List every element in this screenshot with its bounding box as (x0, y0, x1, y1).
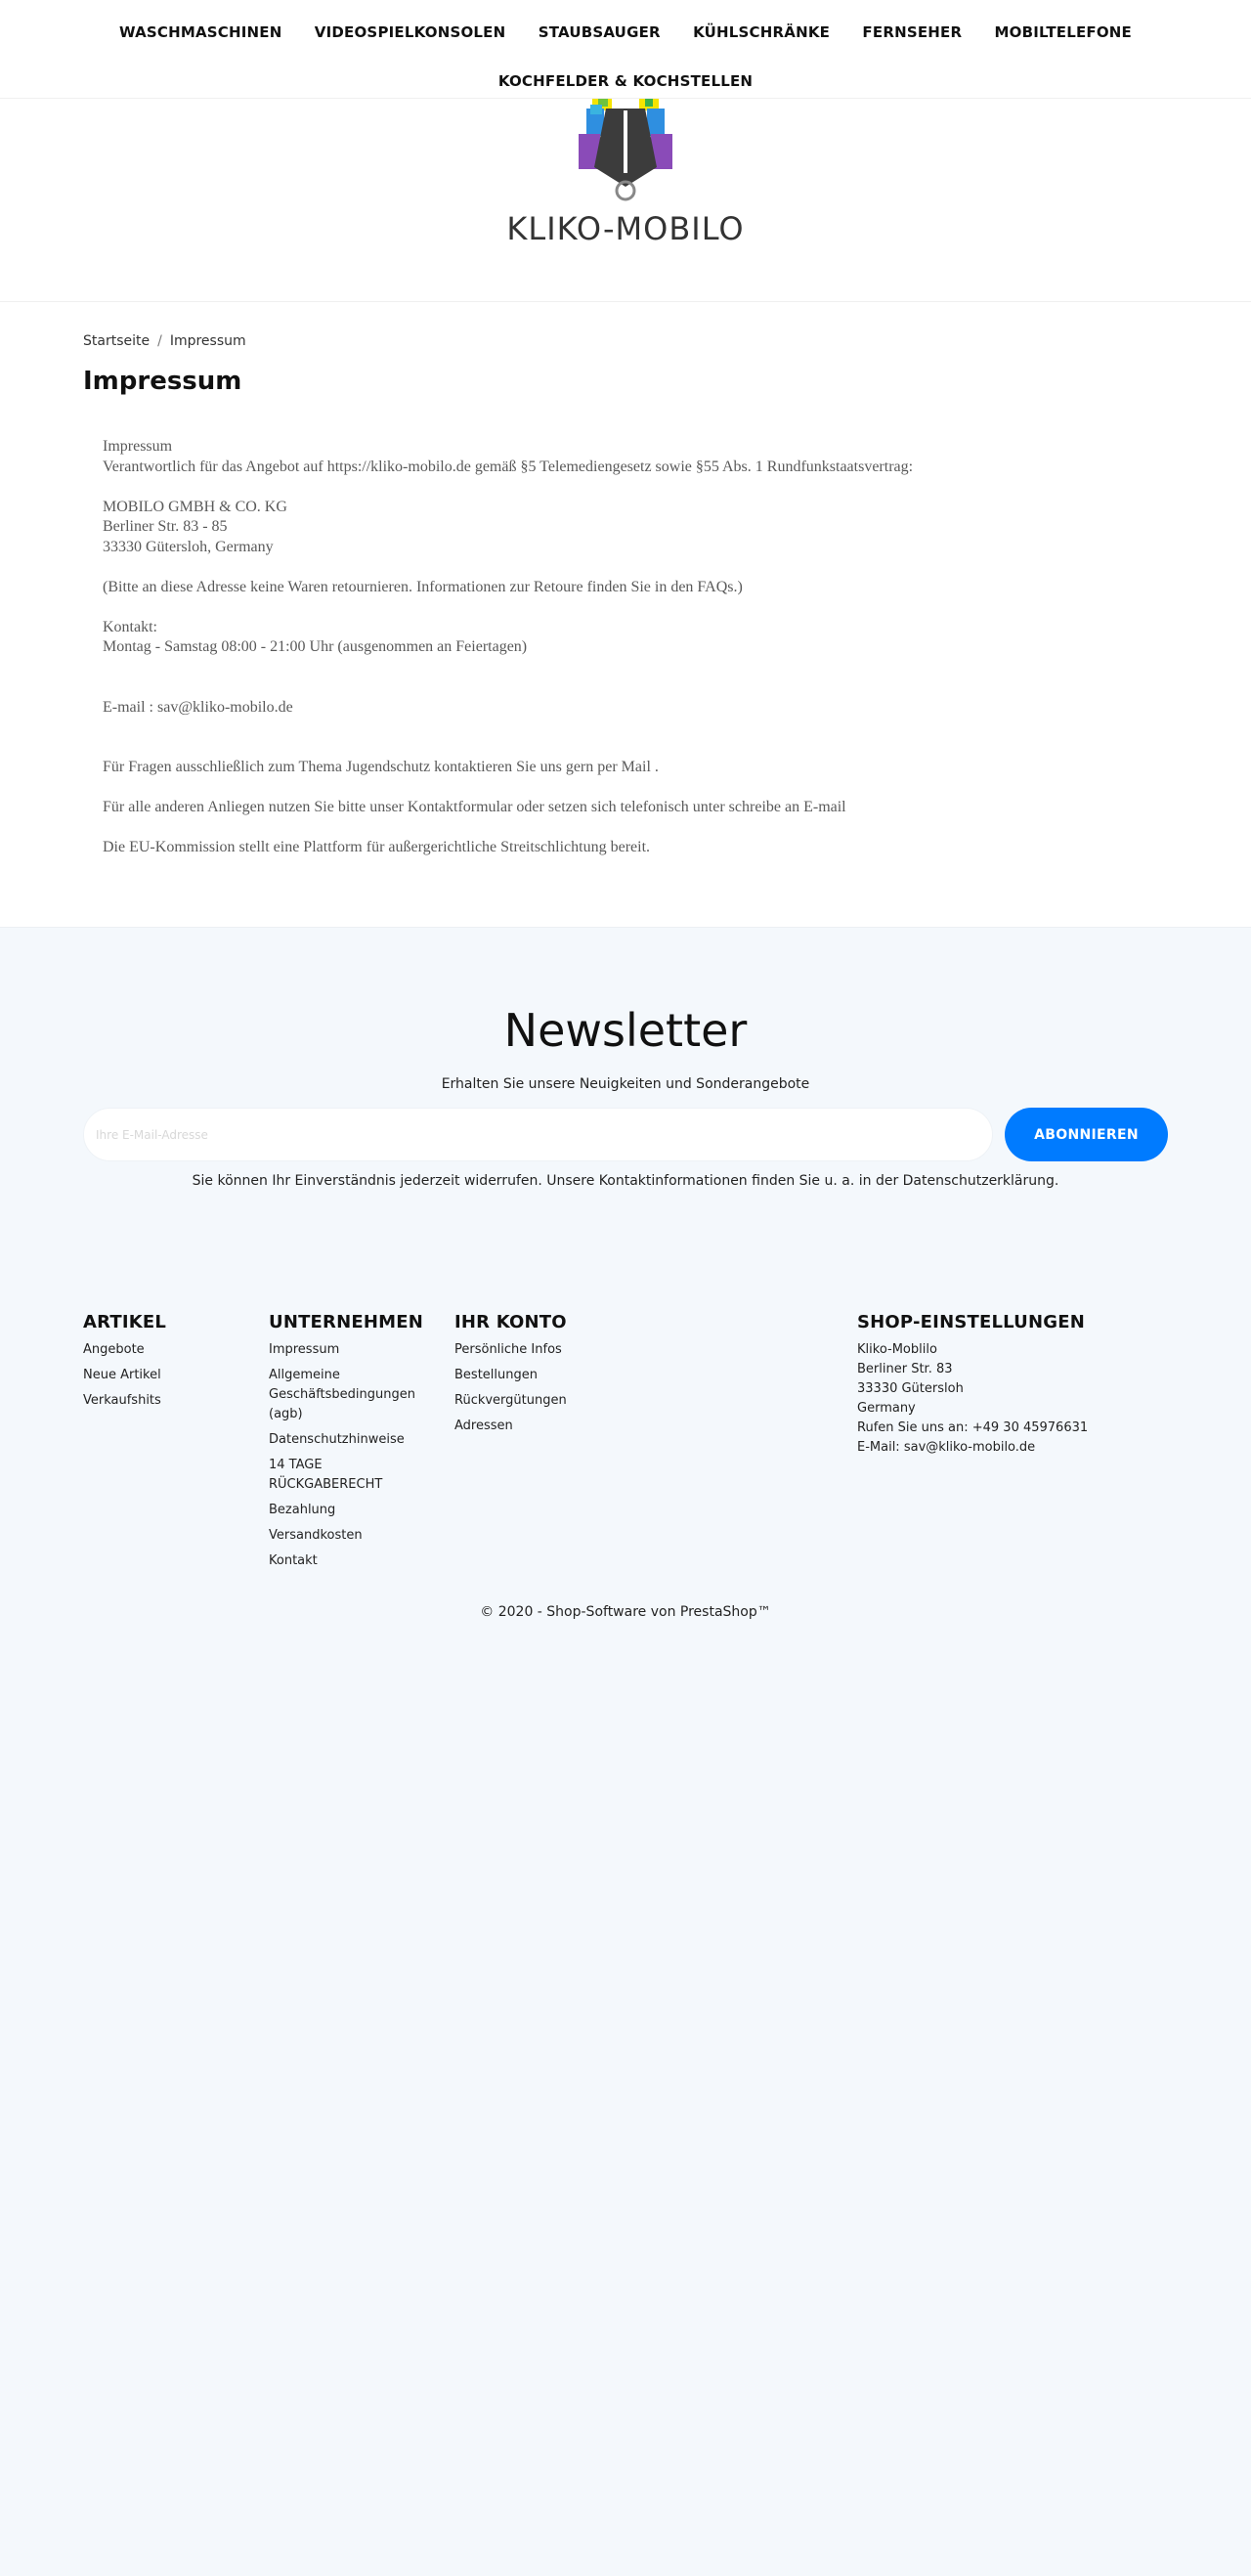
logo-text: KLIKO-MOBILO (506, 210, 745, 247)
footer-link-adressen[interactable]: Adressen (454, 1419, 513, 1433)
breadcrumb-separator: / (157, 333, 162, 349)
footer-link-kontakt[interactable]: Kontakt (269, 1553, 318, 1568)
footer-col-konto (454, 1312, 857, 1577)
newsletter-email-input[interactable] (83, 1108, 993, 1161)
newsletter-section (0, 928, 1251, 2576)
footer-link-agb[interactable]: Allgemeine Geschäftsbedingungen (agb) (269, 1368, 415, 1421)
breadcrumb-current: Impressum (169, 333, 246, 349)
shop-info (857, 1340, 1150, 1458)
shop-street: Berliner Str. 83 (857, 1362, 953, 1376)
nav-item-kuehlschraenke[interactable]: KÜHLSCHRÄNKE (693, 23, 831, 41)
newsletter-title: Newsletter (503, 1004, 748, 1057)
top-navigation (0, 0, 1251, 99)
footer-link-rueckgaberecht[interactable]: 14 TAGE RÜCKGABERECHT (269, 1458, 383, 1492)
footer-link-angebote[interactable]: Angebote (83, 1342, 145, 1357)
company-name: MOBILO GMBH & CO. KG (103, 498, 287, 515)
other-requests-text: Für alle anderen Anliegen nutzen Sie bitte unser Kontaktformular oder setzen sich telefonisch unter schreibe an E-mail (103, 799, 846, 815)
shop-city: 33330 Gütersloh (857, 1381, 964, 1396)
breadcrumb-home[interactable]: Startseite (83, 333, 151, 349)
footer-link-datenschutz[interactable]: Datenschutzhinweise (269, 1432, 405, 1447)
logo-area (0, 99, 1251, 302)
footer-link-persoenliche-infos[interactable]: Persönliche Infos (454, 1342, 562, 1357)
subscribe-button[interactable]: ABONNIEREN (1005, 1108, 1168, 1161)
footer-link-verkaufshits[interactable]: Verkaufshits (83, 1393, 161, 1408)
footer-konto-title: IHR KONTO (454, 1312, 567, 1332)
impressum-content (83, 437, 1168, 858)
footer-shop-title: SHOP-EINSTELLUNGEN (857, 1312, 1085, 1332)
footer (83, 1312, 1168, 1577)
footer-link-impressum[interactable]: Impressum (269, 1342, 340, 1357)
footer-link-bezahlung[interactable]: Bezahlung (269, 1503, 336, 1517)
footer-link-rueckverguetungen[interactable]: Rückvergütungen (454, 1393, 567, 1408)
youth-protection-text: Für Fragen ausschließlich zum Thema Jugendschutz kontaktieren Sie uns gern per Mail . (103, 759, 659, 775)
content-responsible: Verantwortlich für das Angebot auf https://kliko-mobilo.de gemäß §5 Telemediengesetz sowie §55 Abs. 1 Rundfunkstaatsvertrag: (103, 458, 914, 475)
contact-email: E-mail : sav@kliko-mobilo.de (103, 698, 293, 716)
nav-item-waschmaschinen[interactable]: WASCHMASCHINEN (119, 23, 282, 41)
company-street: Berliner Str. 83 - 85 (103, 518, 228, 535)
breadcrumb (83, 333, 1168, 349)
footer-col-artikel (83, 1312, 269, 1577)
return-note: (Bitte an diese Adresse keine Waren retournieren. Informationen zur Retoure finden Sie in den FAQs.) (103, 578, 743, 595)
nav-item-videospielkonsolen[interactable]: VIDEOSPIELKONSOLEN (314, 23, 506, 41)
footer-unternehmen-title: UNTERNEHMEN (269, 1312, 424, 1332)
copyright[interactable]: © 2020 - Shop-Software von PrestaShop™ (480, 1604, 771, 1620)
newsletter-form (83, 1108, 1168, 1161)
nav-item-mobiltelefone[interactable]: MOBILTELEFONE (994, 23, 1132, 41)
page-title: Impressum (83, 367, 242, 396)
nav-row-1 (0, 8, 1251, 57)
footer-artikel-title: ARTIKEL (83, 1312, 167, 1332)
shop-logo[interactable] (506, 99, 744, 247)
shop-name: Kliko-Moblilo (857, 1342, 937, 1357)
shop-country: Germany (857, 1401, 916, 1416)
shop-email[interactable]: E-Mail: sav@kliko-mobilo.de (857, 1440, 1036, 1455)
eu-dispute-text: Die EU-Kommission stellt eine Plattform für außergerichtliche Streitschlichtung bereit. (103, 839, 651, 855)
contact-hours: Montag - Samstag 08:00 - 21:00 Uhr (ausgenommen an Feiertagen) (103, 638, 528, 655)
nav-item-staubsauger[interactable]: STAUBSAUGER (538, 23, 661, 41)
footer-link-bestellungen[interactable]: Bestellungen (454, 1368, 538, 1382)
footer-link-neue-artikel[interactable]: Neue Artikel (83, 1368, 161, 1382)
nav-item-kochfelder[interactable]: KOCHFELDER & KOCHSTELLEN (497, 72, 754, 90)
newsletter-subtitle: Erhalten Sie unsere Neuigkeiten und Sonderangebote (441, 1076, 810, 1092)
footer-col-shop (857, 1312, 1150, 1577)
main-content (0, 302, 1251, 928)
shop-phone: Rufen Sie uns an: +49 30 45976631 (857, 1420, 1089, 1435)
newsletter-consent-note: Sie können Ihr Einverständnis jederzeit widerrufen. Unsere Kontaktinformationen finden Sie u. a. in der Datenschutzerklärung. (192, 1173, 1059, 1189)
logo-graphic-icon (577, 99, 674, 216)
contact-label: Kontakt: (103, 618, 157, 635)
footer-col-unternehmen (269, 1312, 454, 1577)
nav-item-fernseher[interactable]: FERNSEHER (862, 23, 963, 41)
company-city: 33330 Gütersloh, Germany (103, 538, 274, 555)
footer-link-versandkosten[interactable]: Versandkosten (269, 1528, 363, 1543)
content-heading: Impressum (103, 438, 173, 455)
